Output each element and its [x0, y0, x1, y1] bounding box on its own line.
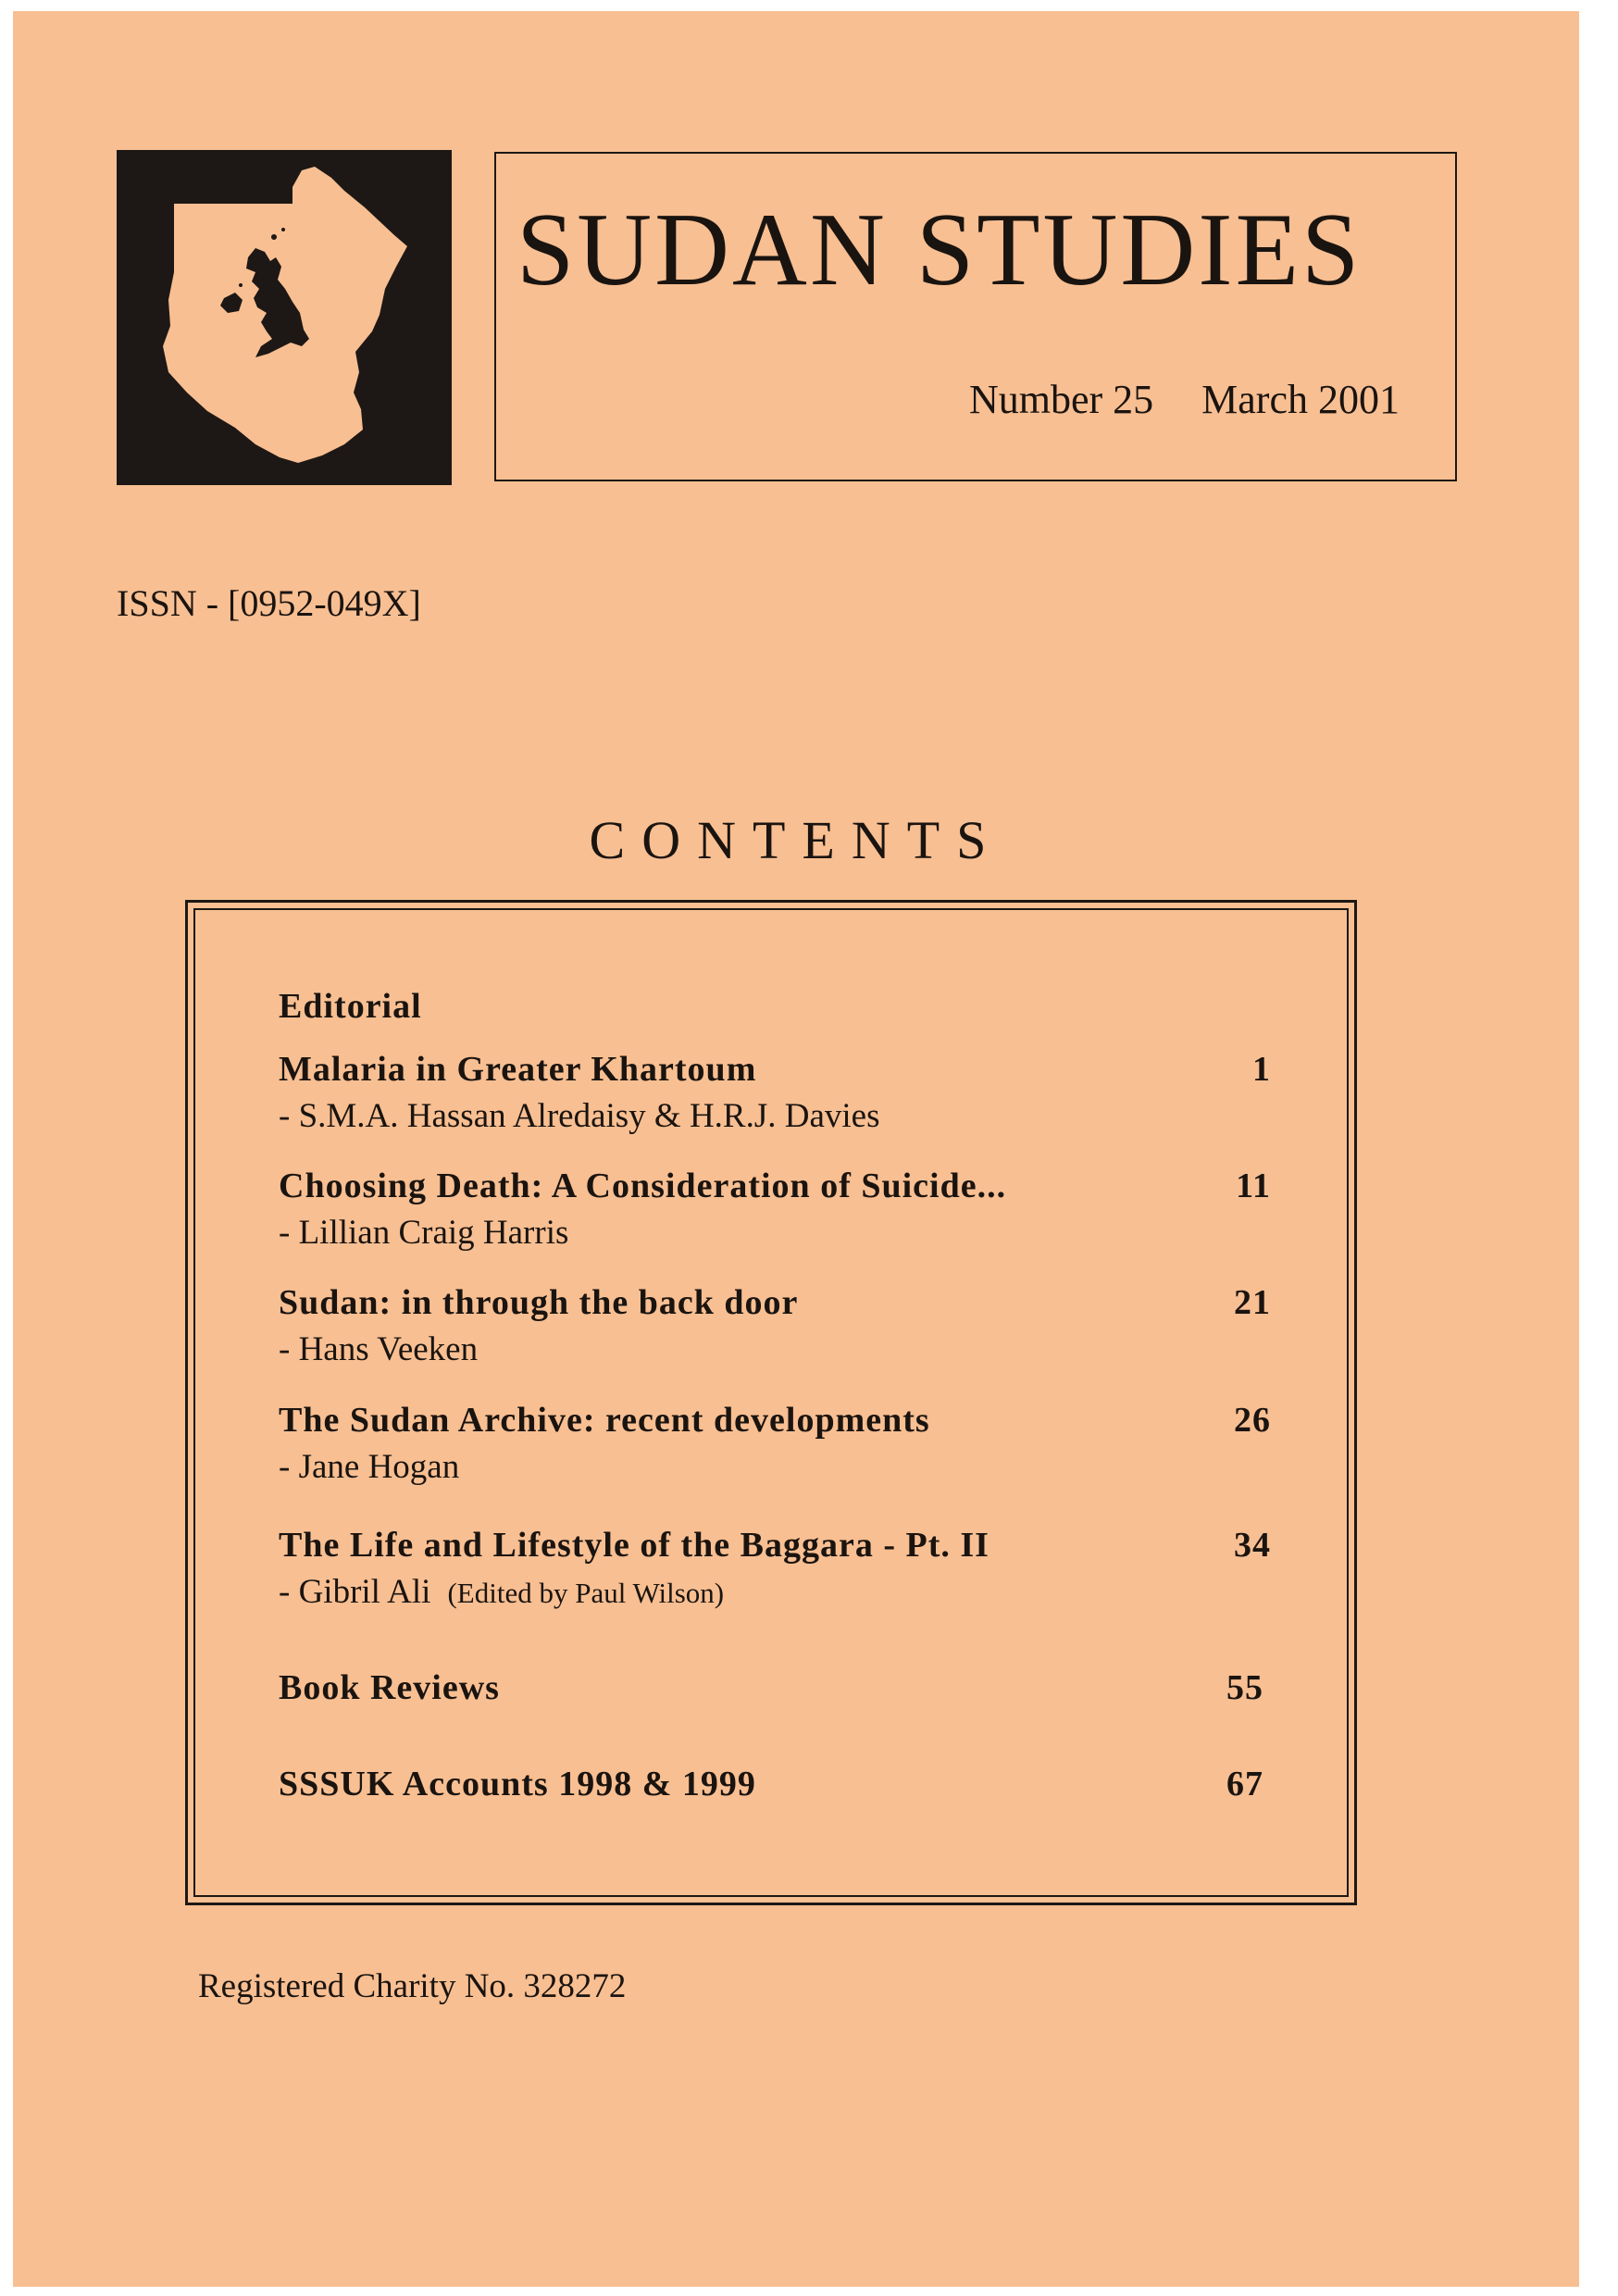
toc-item-author-name: - Gibril Ali — [279, 1573, 431, 1611]
toc-item-title: The Sudan Archive: recent developments — [279, 1401, 930, 1440]
toc-item-page: 26 — [1234, 1401, 1271, 1440]
toc-accounts-title: SSSUK Accounts 1998 & 1999 — [279, 1765, 756, 1803]
toc-item-title: Sudan: in through the back door — [279, 1283, 799, 1322]
toc-item — [279, 1282, 1271, 1323]
masthead-box — [494, 152, 1457, 481]
toc-item — [279, 1049, 1271, 1090]
toc-editorial-title: Editorial — [279, 987, 422, 1026]
toc-item-title: The Life and Lifestyle of the Baggara - Pt. II — [279, 1526, 989, 1565]
issue-date: March 2001 — [1201, 377, 1400, 422]
toc-item-author — [279, 1572, 724, 1612]
toc-item-title: Malaria in Greater Khartoum — [279, 1050, 757, 1089]
toc-item — [279, 1400, 1271, 1441]
toc-item-author-name: - S.M.A. Hassan Alredaisy & H.R.J. Davies — [279, 1097, 880, 1135]
toc-book-reviews-page: 55 — [1226, 1668, 1263, 1707]
toc-item-author — [279, 1447, 459, 1487]
toc-item — [279, 1525, 1271, 1566]
toc-item-page: 21 — [1234, 1283, 1271, 1322]
issue-number: Number 25 — [968, 377, 1154, 422]
toc-item — [279, 1166, 1271, 1206]
toc-item-page: 1 — [1252, 1050, 1271, 1089]
toc-item-author-name: - Jane Hogan — [279, 1448, 460, 1486]
toc-book-reviews-title: Book Reviews — [279, 1668, 500, 1707]
issn: ISSN - [0952-049X] — [117, 582, 421, 624]
sudan-map-logo-icon — [117, 150, 452, 485]
table-of-contents — [185, 900, 1357, 1905]
toc-item-author — [279, 1213, 568, 1253]
toc-item-title: Choosing Death: A Consideration of Suicide... — [279, 1167, 1007, 1205]
journal-cover — [13, 11, 1579, 2287]
journal-title: SUDAN STUDIES — [517, 193, 1363, 307]
toc-item-author — [279, 1096, 880, 1136]
toc-item-page: 34 — [1234, 1526, 1271, 1565]
issue-info — [969, 376, 1400, 423]
charity-number: Registered Charity No. 328272 — [198, 1967, 627, 2005]
toc-item-page: 11 — [1236, 1167, 1271, 1205]
toc-accounts-page: 67 — [1226, 1765, 1263, 1803]
toc-item-author-name: - Hans Veeken — [279, 1330, 479, 1368]
toc-book-reviews — [279, 1667, 1271, 1708]
toc-item-author — [279, 1329, 478, 1369]
toc-item-editor-note: (Edited by Paul Wilson) — [447, 1577, 725, 1609]
toc-editorial — [279, 986, 1271, 1027]
toc-accounts — [279, 1764, 1271, 1804]
contents-heading: CONTENTS — [589, 810, 1003, 870]
toc-item-author-name: - Lillian Craig Harris — [279, 1214, 569, 1252]
